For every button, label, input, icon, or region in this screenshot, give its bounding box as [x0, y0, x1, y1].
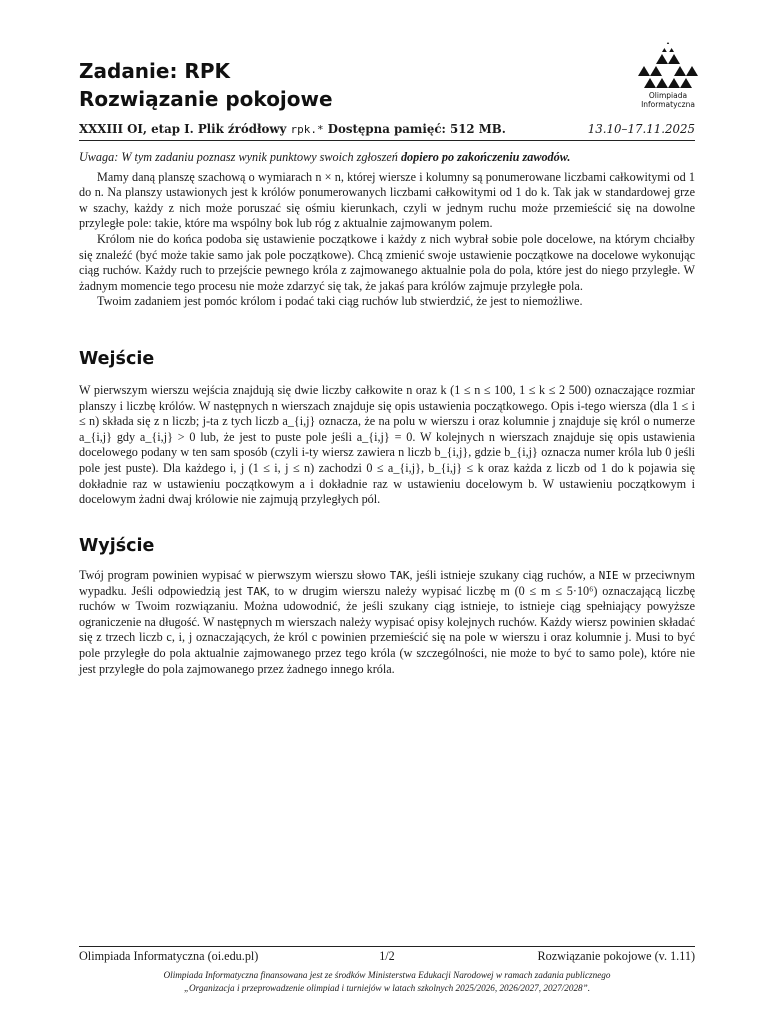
output-text-d: , to w drugim wierszu należy wypisać liczbę m (0 ≤ m ≤ 5·10⁶) oznaczającą liczbę ruchów w Twoim rozwiązaniu. Można udowodnić, że jeśli szukany ciąg istnieje, to istnieje ciąg spełniający powyższe ograniczenie na długość. W następnych m wierszach należy wypisać opisy kolejnych ruchów. Każdy wiersz powinien składać się z trzech liczb c, i, j oznaczających, że król c powinien przemieścić się na pole w wierszu i oraz kolumnie j. Musi to być pole przyległe do pola aktualnie zajmowanego przez tego króla (w szczególności, nie może to być to samo pole), które nie jest przyległe do pola zajmowanego przez żadnego innego króla. [79, 583, 695, 676]
input-heading: Wejście [79, 349, 155, 369]
title-block [79, 57, 333, 113]
output-text-c: w przeciwnym wypadku. Jeśli odpowiedzią jest [79, 568, 696, 598]
scoring-note-text: Uwaga: W tym zadaniu poznasz wynik punktowy swoich zgłoszeń [79, 150, 398, 164]
contest-info [79, 122, 506, 136]
code-tak-2: TAK [246, 584, 267, 598]
logo-caption [628, 91, 708, 109]
task-subtitle: Rozwiązanie pokojowe [79, 87, 333, 111]
input-paragraph: W pierwszym wierszu wejścia znajdują się dwie liczby całkowite n oraz k (1 ≤ n ≤ 100, 1 ≤ k ≤ 2 500) oznaczające rozmiar planszy i liczbę królów. W następnych n wierszach znajduje się opis ustawienia początkowego. Opis i-tego wiersza (dla 1 ≤ i ≤ n) składa się z n liczb; j-ta z tych liczb a_{i,j} oznacza, że na polu w wierszu i oraz kolumnie j znajduje się król o numerze a_{i,j} gdy a_{i,j} > 0 lub, że jest to puste pole jeśli a_{i,j} = 0. W kolejnych n wierszach znajduje się opis ustawienia docelowego podany w ten sam sposób (czyli i-ty wiersz zawiera n liczb b_{i,j}, gdzie b_{i,j} oznacza numer króla lub 0 jeśli pole jest puste). Dla każdego i, j (1 ≤ i, j ≤ n) zachodzi 0 ≤ a_{i,j}, b_{i,j} ≤ k oraz każda z liczb od 1 do k pojawia się dokładnie raz w ustawieniu początkowym a i dokładnie raz w ustawieniu docelowym b. W ustawieniu początkowym i docelowym żadni dwaj królowie nie zajmują przyległych pól. [79, 383, 695, 507]
output-paragraph [79, 568, 695, 677]
funding-note [79, 969, 695, 994]
output-text-b: , jeśli istnieje szukany ciąg ruchów, a [409, 568, 595, 582]
logo-caption-line1: Olimpiada [648, 91, 688, 100]
footer-version: Rozwiązanie pokojowe (v. 1.11) [537, 949, 695, 963]
memory-limit: Dostępna pamięć: 512 MB. [327, 122, 506, 136]
page-number: 1/2 [379, 949, 395, 963]
intro-paragraph-3: Twoim zadaniem jest pomóc królom i podać taki ciąg ruchów lub stwierdzić, że jest to niemożliwe. [97, 294, 583, 309]
code-nie: NIE [598, 569, 619, 582]
intro-paragraph-1: Mamy daną planszę szachową o wymiarach n × n, której wiersze i kolumny są ponumerowane liczbami całkowitymi od 1 do n. Na planszy ustawionych jest k królów ponumerowanych liczbami całkowitymi od 1 do k. Tak jak w standardowej grze w szachy, każdy z nich może poruszać się ośmiu kierunkach, czyli w jednym ruchu może przemieścić się na dowolne przyległe pole: takie, które ma wspólny bok lub róg z aktualnie zajmowanym polem. [79, 169, 695, 231]
header-divider [79, 140, 695, 141]
scoring-note-emphasis: dopiero po zakończeniu zawodów. [400, 150, 571, 164]
statement-intro [79, 150, 695, 310]
footer-divider [79, 946, 695, 947]
scoring-note [79, 150, 695, 166]
page-footer [79, 949, 695, 964]
intro-paragraph-2: Królom nie do końca podoba się ustawienie początkowe i każdy z nich wybrał sobie pole docelowe, na którym chciałby się znaleźć (być może takie samo jak pole początkowe). Chcą zmienić swoje ustawienie początkowe na docelowe wykonując ciąg ruchów. Każdy ruch to przejście pewnego króla z zajmowanego aktualnie pola do pola, które jest do niego przyległe. W żadnym momencie tego procesu nie może zdarzyć się tak, że jakaś para królów zajmuje przyległe pola. [79, 231, 695, 293]
code-tak: TAK [389, 569, 410, 582]
output-description [79, 568, 695, 677]
contest-stage: XXXIII OI, etap I. Plik źródłowy [79, 122, 287, 136]
funding-line-2: „Organizacja i przeprowadzenie olimpiad i turniejów w latach szkolnych 2025/2026, 2026/2027, 2027/2028”. [183, 982, 591, 993]
output-text-a: Twój program powinien wypisać w pierwszym wierszu słowo [79, 568, 386, 582]
contest-dates: 13.10–17.11.2025 [587, 122, 695, 136]
task-meta [79, 122, 695, 137]
funding-line-1: Olimpiada Informatyczna finansowana jest ze środków Ministerstwa Edukacji Narodowej w ramach zadania publicznego [163, 970, 611, 980]
input-description [79, 383, 695, 508]
footer-site: Olimpiada Informatyczna (oi.edu.pl) [79, 949, 259, 963]
output-heading: Wyjście [79, 536, 155, 556]
task-title: Zadanie: RPK [79, 59, 230, 83]
source-file-name: rpk.* [290, 123, 324, 136]
logo-caption-line2: Informatyczna [641, 100, 695, 109]
